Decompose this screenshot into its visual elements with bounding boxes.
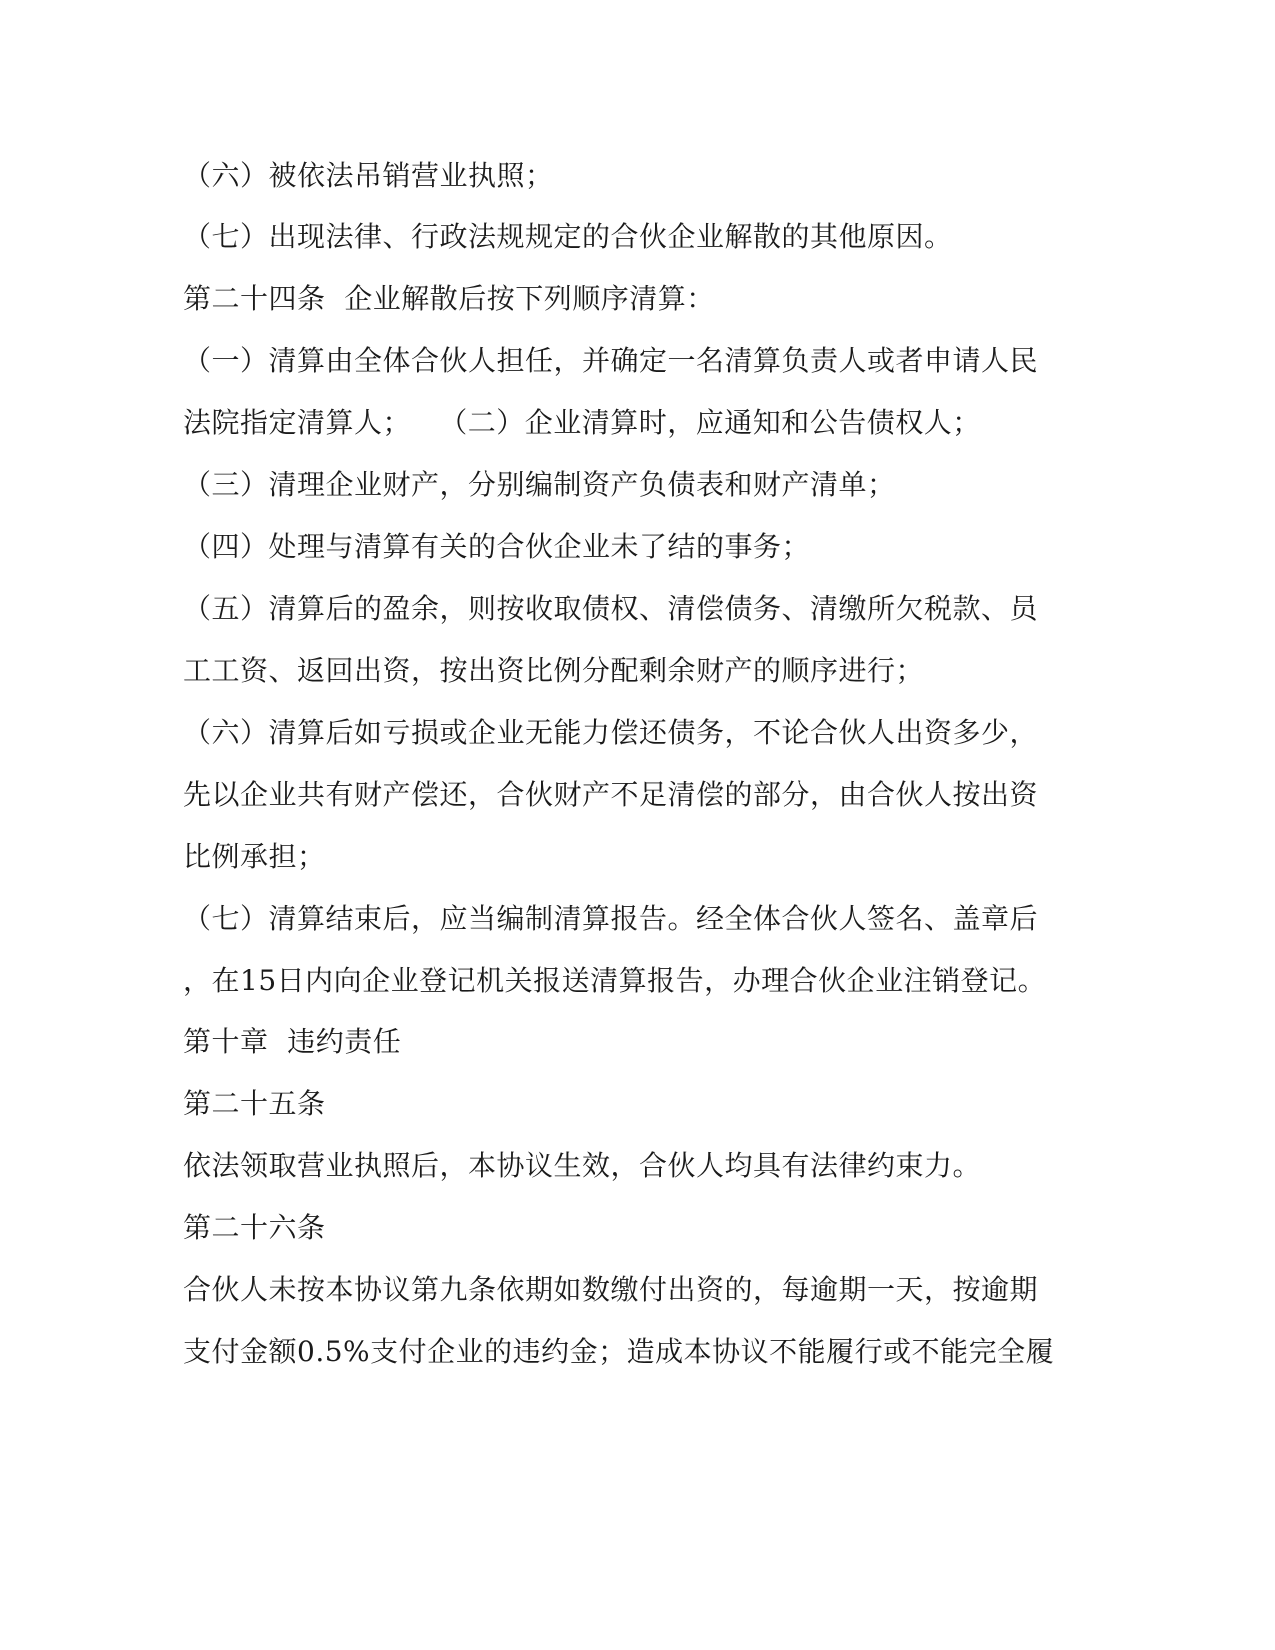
text-line: 合伙人未按本协议第九条依期如数缴付出资的，每逾期一天，按逾期	[183, 1273, 1039, 1306]
text-line: （六）被依法吊销营业执照；	[183, 159, 554, 192]
text-line: 先以企业共有财产偿还，合伙财产不足清偿的部分，由合伙人按出资	[183, 778, 1039, 811]
article-heading: 第二十五条	[183, 1087, 326, 1120]
text-line: 法院指定清算人； （二）企业清算时，应通知和公告债权人；	[183, 406, 981, 439]
text-line: （七）清算结束后，应当编制清算报告。经全体合伙人签名、盖章后	[183, 902, 1039, 935]
text-line: 依法领取营业执照后，本协议生效，合伙人均具有法律约束力。	[183, 1149, 982, 1182]
chapter-heading: 第十章 违约责任	[183, 1025, 402, 1058]
text-line: （五）清算后的盈余，则按收取债权、清偿债务、清缴所欠税款、员	[183, 592, 1039, 625]
text-line: 支付金额0.5%支付企业的违约金；造成本协议不能履行或不能完全履	[183, 1335, 1055, 1368]
text-line: （七）出现法律、行政法规规定的合伙企业解散的其他原因。	[183, 220, 953, 253]
text-line: ，在15日内向企业登记机关报送清算报告，办理合伙企业注销登记。	[183, 964, 1047, 997]
article-heading: 第二十六条	[183, 1211, 326, 1244]
text-line: （三）清理企业财产，分别编制资产负债表和财产清单；	[183, 468, 896, 501]
text-line: （一）清算由全体合伙人担任，并确定一名清算负责人或者申请人民	[183, 344, 1039, 377]
text-line: （六）清算后如亏损或企业无能力偿还债务，不论合伙人出资多少，	[183, 716, 1039, 749]
section-heading: 第二十四条 企业解散后按下列顺序清算：	[183, 282, 715, 315]
text-line: 比例承担；	[183, 840, 326, 873]
text-line: 工工资、返回出资，按出资比例分配剩余财产的顺序进行；	[183, 654, 925, 687]
text-line: （四）处理与清算有关的合伙企业未了结的事务；	[183, 530, 811, 563]
